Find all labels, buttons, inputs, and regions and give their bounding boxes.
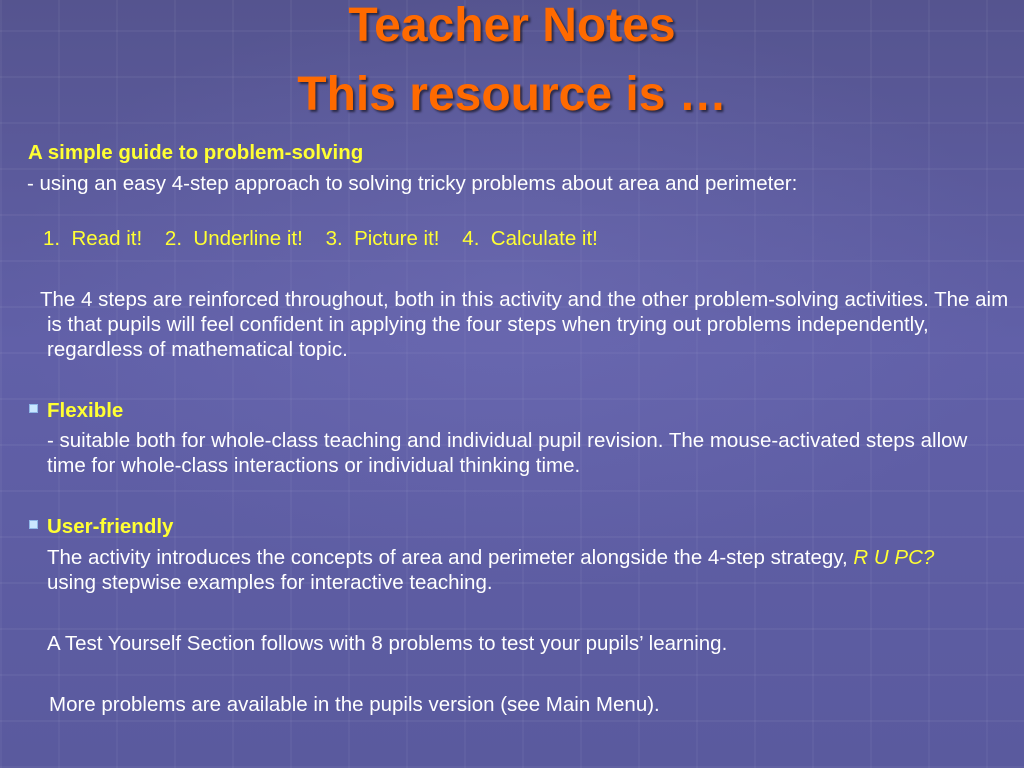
square-bullet-icon xyxy=(29,520,38,529)
test-yourself-note: A Test Yourself Section follows with 8 problems to test your pupils’ learning. xyxy=(47,632,728,655)
user-friendly-text-before: The activity introduces the concepts of area and perimeter alongside the 4-step strategy, xyxy=(47,546,854,569)
guide-description: - using an easy 4-step approach to solving tricky problems about area and perimeter: xyxy=(27,172,798,195)
flexible-description: - suitable both for whole-class teaching and individual pupil revision. The mouse-activated steps allow time for whole-class interactions or individual thinking time. xyxy=(47,429,968,477)
flexible-heading: Flexible xyxy=(47,399,124,422)
rupc-strategy-name: R U PC? xyxy=(853,546,935,569)
user-friendly-text-after: using stepwise examples for interactive teaching. xyxy=(47,571,493,594)
four-steps: 1. Read it! 2. Underline it! 3. Picture it! 4. Calculate it! xyxy=(43,227,598,250)
user-friendly-description xyxy=(47,545,967,595)
title-line-1: Teacher Notes xyxy=(348,0,676,52)
user-friendly-heading: User-friendly xyxy=(47,515,174,538)
guide-heading: A simple guide to problem-solving xyxy=(28,141,364,164)
steps-paragraph: The 4 steps are reinforced throughout, both in this activity and the other problem-solving activities. The aim is that pupils will feel confident in applying the four steps when trying out problems independently, regardless of mathematical topic. xyxy=(40,288,1009,361)
more-problems-note: More problems are available in the pupils version (see Main Menu). xyxy=(49,693,660,716)
square-bullet-icon xyxy=(29,404,38,413)
title-line-2: This resource is … xyxy=(297,68,727,121)
